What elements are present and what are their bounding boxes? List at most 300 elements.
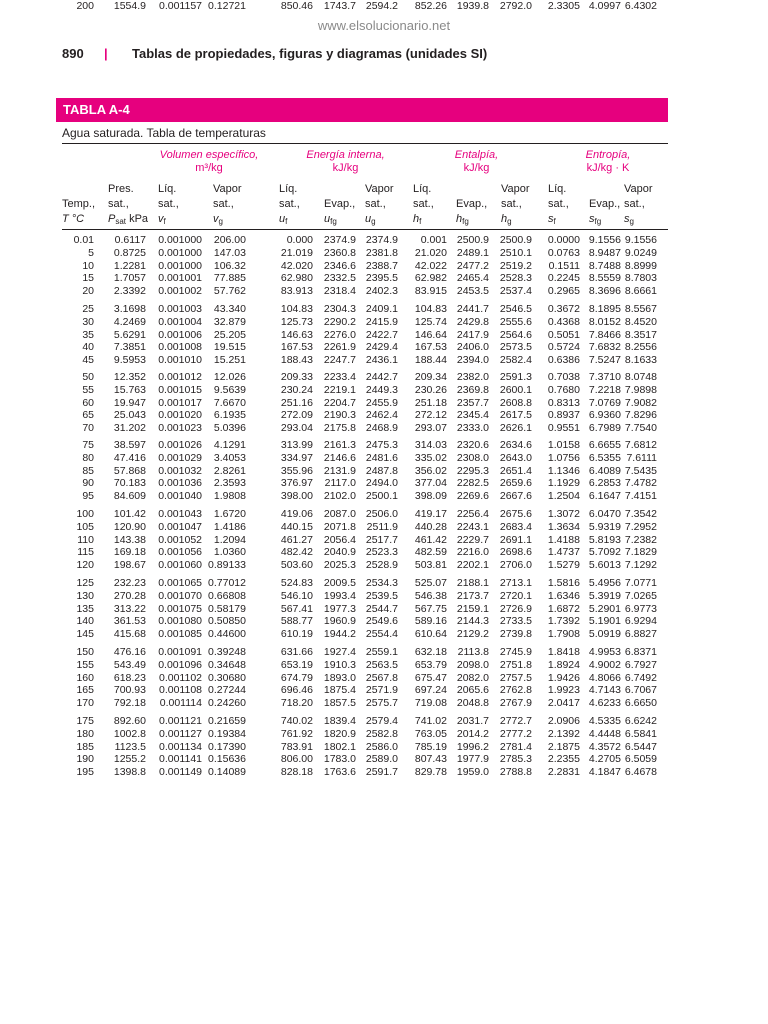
table-cell: 230.26: [414, 383, 447, 396]
table-cell: 1.2094: [213, 533, 246, 546]
table-cell: 1.7392: [547, 615, 580, 628]
table-cell: 2468.9: [365, 422, 398, 435]
column-header-line1: Líq.: [413, 183, 432, 195]
table-cell: 785.19: [414, 740, 447, 753]
column-header-line2: Evap.,: [324, 198, 356, 210]
table-cell: 2082.0: [456, 671, 489, 684]
table-cell: 700.93: [113, 684, 146, 697]
table-cell: 8.7803: [624, 272, 657, 285]
table-cell: 232.23: [113, 577, 146, 589]
table-cell: 7.0265: [624, 589, 657, 602]
table-cell: 146.63: [280, 328, 313, 341]
table-cell: 15.251: [213, 354, 246, 367]
table-cell: 0.6386: [547, 354, 580, 367]
column-header-symbol: $P_{sat}$ kPa: [108, 213, 149, 226]
table-id: TABLA A-4: [63, 102, 130, 117]
column-header-line1: Líq.: [279, 183, 298, 195]
table-cell: 0.001006: [158, 328, 202, 341]
table-banner: [56, 98, 668, 122]
table-cell: 198.67: [113, 559, 146, 572]
table-cell: 2465.4: [456, 272, 489, 285]
table-cell: 2369.8: [456, 383, 489, 396]
table-cell: 0.2245: [547, 272, 580, 285]
table-cell: 0.001121: [158, 715, 202, 727]
table-cell: 2429.8: [456, 315, 489, 328]
table-cell: 1910.3: [323, 658, 356, 671]
table-cell: 2698.6: [499, 546, 532, 559]
table-cell: 376.97: [280, 477, 313, 490]
table-cell: 2442.7: [365, 371, 398, 383]
table-cell: 32.879: [213, 315, 246, 328]
table-cell: 5.9319: [588, 520, 621, 533]
table-cell: 0.001075: [158, 602, 202, 615]
group-title-text: Energía interna,: [306, 149, 385, 161]
table-cell: 2216.0: [456, 546, 489, 559]
table-cell: 0.001004: [158, 315, 202, 328]
table-cell: 377.04: [414, 477, 447, 490]
table-cell: 0.0000: [547, 234, 580, 246]
table-cell: 5: [88, 246, 94, 259]
table-cell: 2462.4: [365, 409, 398, 422]
column-header: [324, 182, 355, 229]
table-cell: 2429.4: [365, 341, 398, 354]
table-cell: 0.001141: [158, 753, 202, 766]
table-cell: 4.7143: [588, 684, 621, 697]
table-cell: 313.22: [113, 602, 146, 615]
table-cell: 761.92: [280, 727, 313, 740]
table-cell: 0.001012: [158, 371, 202, 383]
table-cell: 2675.6: [499, 508, 532, 520]
column-header-symbol: $u_{fg}$: [324, 213, 337, 226]
table-cell: 0.001002: [158, 285, 202, 298]
table-cell: 6.4089: [588, 464, 621, 477]
table-cell: 2048.8: [456, 697, 489, 710]
table-cell: 7.5247: [588, 354, 621, 367]
column-header-line2: Evap.,: [589, 198, 621, 210]
table-cell: 0.5051: [547, 328, 580, 341]
table-cell: 2751.8: [499, 658, 532, 671]
table-cell: 1.1929: [547, 477, 580, 490]
table-cell: 8.7488: [588, 259, 621, 272]
table-cell: 5.4956: [588, 577, 621, 589]
table-cell: 1783.0: [323, 753, 356, 766]
table-cell: 2528.3: [499, 272, 532, 285]
table-cell: 140: [76, 615, 94, 628]
table-cell: 2767.9: [499, 697, 532, 710]
table-cell: 25: [82, 303, 94, 315]
table-cell: 2129.2: [456, 628, 489, 641]
table-cell: 5.6013: [588, 559, 621, 572]
table-cell: 7.8296: [624, 409, 657, 422]
table-cell: 90: [82, 477, 94, 490]
table-cell: 2175.8: [323, 422, 356, 435]
table-cell: 83.913: [280, 285, 313, 298]
table-cell: 1.3634: [547, 520, 580, 533]
table-cell: 2643.0: [499, 451, 532, 464]
table-cell: 0.001052: [158, 533, 202, 546]
table-cell: 12.026: [213, 371, 246, 383]
table-cell: 2691.1: [499, 533, 532, 546]
page-header: [62, 46, 672, 64]
table-cell: 2014.2: [456, 727, 489, 740]
table-cell: 0.001157: [158, 0, 202, 12]
table-cell: 1977.3: [323, 602, 356, 615]
table-cell: 6.7067: [624, 684, 657, 697]
table-cell: 104.83: [280, 303, 313, 315]
table-cell: 2634.6: [499, 439, 532, 451]
table-cell: 0.19384: [208, 727, 246, 740]
table-cell: 9.5953: [113, 354, 146, 367]
table-cell: 1.9923: [547, 684, 580, 697]
table-cell: 2651.4: [499, 464, 532, 477]
table-cell: 2777.2: [499, 727, 532, 740]
table-cell: 147.03: [213, 246, 246, 259]
table-cell: 2025.3: [323, 559, 356, 572]
table-cell: 806.00: [280, 753, 313, 766]
table-cell: 272.09: [280, 409, 313, 422]
table-cell: 0.9551: [547, 422, 580, 435]
table-cell: 696.46: [280, 684, 313, 697]
table-cell: 0.8313: [547, 396, 580, 409]
table-cell: 1554.9: [113, 0, 146, 12]
table-cell: 6.5447: [624, 740, 657, 753]
table-cell: 1.4186: [213, 520, 246, 533]
table-cell: 42.022: [414, 259, 447, 272]
table-cell: 2733.5: [499, 615, 532, 628]
table-cell: 35: [82, 328, 94, 341]
column-header-line2: sat.,: [365, 198, 386, 210]
table-cell: 0.001047: [158, 520, 202, 533]
table-cell: 125.73: [280, 315, 313, 328]
table-cell: 610.64: [414, 628, 447, 641]
table-cell: 0.001000: [158, 234, 202, 246]
table-cell: 155: [76, 658, 94, 671]
table-cell: 2360.8: [323, 246, 356, 259]
table-cell: 588.77: [280, 615, 313, 628]
table-cell: 2202.1: [456, 559, 489, 572]
table-cell: 30: [82, 315, 94, 328]
table-cell: 0.01: [73, 234, 94, 246]
table-cell: 674.79: [280, 671, 313, 684]
column-header-line2: sat.,: [108, 198, 129, 210]
table-cell: 0.001008: [158, 341, 202, 354]
table-cell: 1959.0: [456, 766, 489, 779]
table-cell: 482.42: [280, 546, 313, 559]
table-cell: 653.19: [280, 658, 313, 671]
table-cell: 6.8827: [624, 628, 657, 641]
table-cell: 7.1292: [624, 559, 657, 572]
table-cell: 5.3919: [588, 589, 621, 602]
table-cell: 7.0771: [624, 577, 657, 589]
table-cell: 0.34648: [208, 658, 246, 671]
table-cell: 8.3517: [624, 328, 657, 341]
table-cell: 2.0417: [547, 697, 580, 710]
group-unit: kJ/kg · K: [586, 162, 630, 174]
table-cell: 2554.4: [365, 628, 398, 641]
table-cell: 2.3593: [213, 477, 246, 490]
table-cell: 1.5816: [547, 577, 580, 589]
table-cell: 2243.1: [456, 520, 489, 533]
table-cell: 9.5639: [213, 383, 246, 396]
column-header-line2: sat.,: [158, 198, 179, 210]
table-cell: 2608.8: [499, 396, 532, 409]
table-cell: 0.001036: [158, 477, 202, 490]
table-cell: 0.001010: [158, 354, 202, 367]
table-cell: 2.1875: [547, 740, 580, 753]
table-cell: 2706.0: [499, 559, 532, 572]
table-cell: 4.0997: [588, 0, 621, 12]
table-cell: 2357.7: [456, 396, 489, 409]
table-cell: 185: [76, 740, 94, 753]
table-cell: 0.001040: [158, 490, 202, 503]
table-cell: 0.001060: [158, 559, 202, 572]
table-cell: 0.12721: [208, 0, 246, 12]
table-cell: 719.08: [414, 697, 447, 710]
table-cell: 2229.7: [456, 533, 489, 546]
table-cell: 567.75: [414, 602, 447, 615]
column-header-symbol: $h_f$: [413, 213, 422, 226]
table-cell: 40: [82, 341, 94, 354]
table-cell: 631.66: [280, 646, 313, 658]
table-cell: 2159.1: [456, 602, 489, 615]
table-cell: 5.1901: [588, 615, 621, 628]
table-cell: 1.7057: [113, 272, 146, 285]
table-cell: 209.33: [280, 371, 313, 383]
table-cell: 0.15636: [208, 753, 246, 766]
table-cell: 2031.7: [456, 715, 489, 727]
table-cell: 0.89133: [208, 559, 246, 572]
table-cell: 0.8725: [113, 246, 146, 259]
column-header-line1: [324, 182, 355, 197]
table-cell: 2318.4: [323, 285, 356, 298]
table-cell: 2040.9: [323, 546, 356, 559]
table-cell: 2713.1: [499, 577, 532, 589]
table-cell: 2582.4: [499, 354, 532, 367]
table-cell: 2417.9: [456, 328, 489, 341]
table-cell: 1.4737: [547, 546, 580, 559]
table-cell: 2204.7: [323, 396, 356, 409]
table-cell: 1.4188: [547, 533, 580, 546]
table-cell: 2282.5: [456, 477, 489, 490]
table-cell: 5.8193: [588, 533, 621, 546]
table-cell: 2395.5: [365, 272, 398, 285]
table-cell: 850.46: [280, 0, 313, 12]
table-cell: 1255.2: [113, 753, 146, 766]
table-cell: 0.4368: [547, 315, 580, 328]
column-header-line2: sat.,: [501, 198, 522, 210]
column-header: [158, 182, 179, 229]
table-cell: 15: [82, 272, 94, 285]
table-cell: 2.2355: [547, 753, 580, 766]
column-header-line2: sat.,: [279, 198, 300, 210]
table-cell: 2388.7: [365, 259, 398, 272]
table-cell: 209.34: [414, 371, 447, 383]
table-cell: 2489.1: [456, 246, 489, 259]
column-header-line1: Líq.: [548, 183, 567, 195]
table-cell: 0.3672: [547, 303, 580, 315]
table-cell: 6.6242: [624, 715, 657, 727]
column-header-line1: Vapor: [365, 183, 394, 195]
table-cell: 653.79: [414, 658, 447, 671]
table-cell: 2586.0: [365, 740, 398, 753]
table-cell: 503.60: [280, 559, 313, 572]
table-cell: 25.043: [113, 409, 146, 422]
column-header-symbol: $v_f$: [158, 213, 166, 226]
table-cell: 6.7927: [624, 658, 657, 671]
table-cell: 65: [82, 409, 94, 422]
table-cell: 6.7989: [588, 422, 621, 435]
table-cell: 2591.3: [499, 371, 532, 383]
column-header-symbol: $s_g$: [624, 213, 634, 226]
table-cell: 143.38: [113, 533, 146, 546]
table-cell: 195: [76, 766, 94, 779]
table-cell: 1.3072: [547, 508, 580, 520]
table-cell: 6.8371: [624, 646, 657, 658]
table-cell: 0.001080: [158, 615, 202, 628]
table-cell: 2510.1: [499, 246, 532, 259]
table-cell: 2720.1: [499, 589, 532, 602]
table-cell: 2144.3: [456, 615, 489, 628]
table-cell: 120: [76, 559, 94, 572]
table-cell: 2113.8: [457, 646, 489, 658]
table-cell: 829.78: [414, 766, 447, 779]
table-cell: 2726.9: [499, 602, 532, 615]
site-url[interactable]: www.elsolucionario.net: [317, 18, 451, 33]
table-cell: 8.5567: [624, 303, 657, 315]
table-cell: 2.0906: [547, 715, 580, 727]
table-cell: 105: [76, 520, 94, 533]
table-cell: 106.32: [213, 259, 246, 272]
table-cell: 807.43: [414, 753, 447, 766]
table-cell: 8.0748: [624, 371, 657, 383]
column-header: [365, 182, 398, 229]
table-cell: 0.2965: [547, 285, 580, 298]
table-cell: 7.7540: [624, 422, 657, 435]
table-cell: 4.9002: [588, 658, 621, 671]
table-cell: 1.8924: [547, 658, 580, 671]
table-cell: 5.2901: [588, 602, 621, 615]
table-cell: 12.352: [113, 371, 146, 383]
table-cell: 2511.9: [366, 520, 398, 533]
table-cell: 2406.0: [456, 341, 489, 354]
table-cell: 313.99: [280, 439, 313, 451]
table-cell: 0.7038: [547, 371, 580, 383]
column-group-title: [158, 149, 260, 175]
table-cell: 85: [82, 464, 94, 477]
table-cell: 1.0360: [213, 546, 246, 559]
table-cell: 60: [82, 396, 94, 409]
table-cell: 0.0763: [547, 246, 580, 259]
column-header: [413, 182, 434, 229]
table-cell: 1960.9: [323, 615, 356, 628]
table-cell: 0.27244: [208, 684, 246, 697]
table-cell: 47.416: [113, 451, 146, 464]
table-cell: 80: [82, 451, 94, 464]
table-cell: 2523.3: [365, 546, 398, 559]
table-cell: 0.001114: [159, 697, 202, 710]
table-cell: 130: [76, 589, 94, 602]
table-cell: 8.3696: [588, 285, 621, 298]
table-cell: 0.001056: [158, 546, 202, 559]
table-cell: 610.19: [280, 628, 313, 641]
table-cell: 415.68: [113, 628, 146, 641]
column-header: [279, 182, 300, 229]
table-cell: 1.0756: [547, 451, 580, 464]
table-cell: 4.2705: [588, 753, 621, 766]
column-header-line2: Evap.,: [456, 198, 488, 210]
table-cell: 1743.7: [323, 0, 356, 12]
table-cell: 2506.0: [365, 508, 398, 520]
table-cell: 3.4053: [213, 451, 246, 464]
table-cell: 2781.4: [499, 740, 532, 753]
table-cell: 62.982: [414, 272, 447, 285]
table-cell: 2333.0: [456, 422, 489, 435]
table-cell: 230.24: [280, 383, 313, 396]
table-cell: 2.8261: [213, 464, 246, 477]
group-title-text: Volumen específico,: [159, 149, 259, 161]
column-header-line1: Pres.: [108, 183, 134, 195]
column-header-line2: sat.,: [413, 198, 434, 210]
table-cell: 7.0769: [588, 396, 621, 409]
table-cell: 0.001029: [158, 451, 202, 464]
table-cell: 2659.6: [499, 477, 532, 490]
column-header-line1: [589, 182, 620, 197]
table-caption: Agua saturada. Tabla de temperaturas: [62, 126, 266, 140]
table-cell: 62.980: [280, 272, 313, 285]
table-cell: 1002.8: [113, 727, 146, 740]
column-header: [213, 182, 246, 229]
table-cell: 2449.3: [365, 383, 398, 396]
table-cell: 7.5435: [624, 464, 657, 477]
table-cell: 1857.5: [323, 697, 356, 710]
table-cell: 2256.4: [456, 508, 489, 520]
table-cell: 45: [82, 354, 94, 367]
top-rule: [62, 143, 668, 144]
table-cell: 7.3851: [113, 341, 146, 354]
table-cell: 2788.8: [499, 766, 532, 779]
table-cell: 0.77012: [208, 577, 246, 589]
table-cell: 4.3572: [588, 740, 621, 753]
table-cell: 2276.0: [323, 328, 356, 341]
table-cell: 272.12: [414, 409, 447, 422]
table-cell: 8.5559: [588, 272, 621, 285]
table-cell: 675.47: [414, 671, 447, 684]
table-cell: 125: [76, 577, 94, 589]
table-cell: 167.53: [280, 341, 313, 354]
table-cell: 1.7908: [547, 628, 580, 641]
table-cell: 2009.5: [323, 577, 356, 589]
table-cell: 567.41: [280, 602, 313, 615]
table-cell: 175: [76, 715, 94, 727]
table-cell: 6.4678: [624, 766, 657, 779]
column-group-title: [548, 149, 668, 175]
table-cell: 84.609: [113, 490, 146, 503]
column-header-symbol: $u_g$: [365, 213, 376, 226]
table-cell: 8.4520: [624, 315, 657, 328]
table-cell: 31.202: [113, 422, 146, 435]
table-cell: 2422.7: [365, 328, 398, 341]
table-cell: 1.1346: [547, 464, 580, 477]
table-cell: 0.001102: [158, 671, 202, 684]
page-number: 890: [62, 46, 84, 61]
table-cell: 6.0470: [588, 508, 621, 520]
group-title-text: Entalpía,: [454, 149, 499, 161]
column-header-line2: sat.,: [213, 198, 234, 210]
table-cell: 0.17390: [208, 740, 246, 753]
table-cell: 0.001023: [158, 422, 202, 435]
table-cell: 1.6346: [547, 589, 580, 602]
table-cell: 2295.3: [456, 464, 489, 477]
